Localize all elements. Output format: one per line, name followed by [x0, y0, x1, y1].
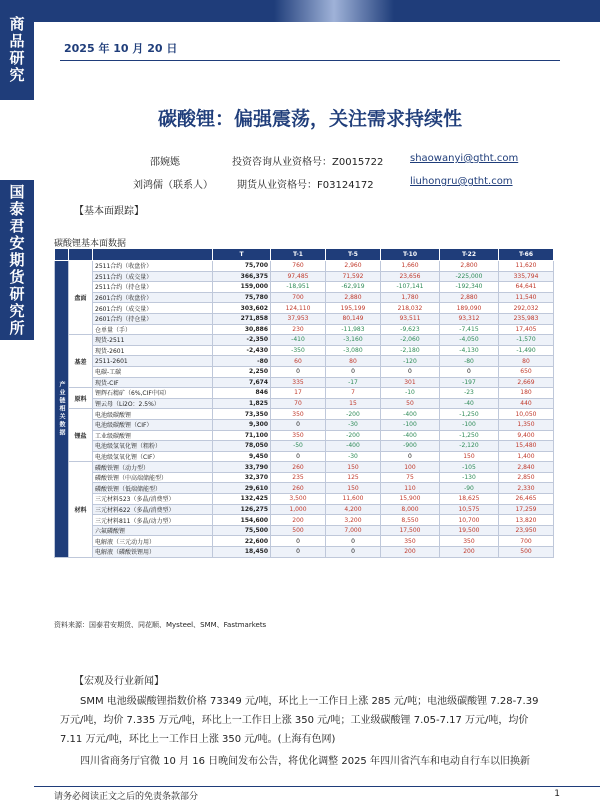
row-change-cell: 292,032	[498, 303, 553, 314]
row-change-cell: 350	[271, 430, 326, 441]
row-value-t: 75,700	[213, 261, 271, 272]
row-change-cell: 0	[380, 366, 439, 377]
table-row	[55, 271, 554, 282]
section-basic-heading: 【基本面跟踪】	[74, 206, 144, 217]
table-row	[55, 525, 554, 536]
table-row	[55, 547, 554, 558]
row-change-cell: 100	[380, 462, 439, 473]
row-change-cell: 124,110	[271, 303, 326, 314]
row-change-cell: 195,199	[325, 303, 380, 314]
row-change-cell: 70	[271, 398, 326, 409]
row-change-cell: -1,250	[439, 409, 498, 420]
row-change-cell: 10,700	[439, 515, 498, 526]
fundamentals-table	[54, 248, 554, 558]
row-change-cell: 200	[439, 547, 498, 558]
row-change-cell: -17	[325, 377, 380, 388]
row-change-cell: 15,480	[498, 441, 553, 452]
row-change-cell: 189,090	[439, 303, 498, 314]
row-value-t: 33,790	[213, 462, 271, 473]
row-value-t: -80	[213, 356, 271, 367]
col-header-t5: T-5	[325, 249, 380, 261]
row-change-cell: 11,540	[498, 292, 553, 303]
row-change-cell: -100	[380, 419, 439, 430]
table-row	[55, 282, 554, 293]
row-change-cell: -62,919	[325, 282, 380, 293]
row-change-cell: 350	[271, 409, 326, 420]
row-change-cell: 125	[325, 472, 380, 483]
row-label: 三元材料622（多晶/消费型）	[93, 504, 213, 515]
row-change-cell: 180	[498, 388, 553, 399]
row-change-cell: 260	[271, 483, 326, 494]
row-label: 2511合约（持仓量）	[93, 282, 213, 293]
row-change-cell: 150	[325, 483, 380, 494]
row-value-t: 30,886	[213, 324, 271, 335]
row-change-cell: 301	[380, 377, 439, 388]
row-label: 三元材料811（多晶/动力型）	[93, 515, 213, 526]
row-change-cell: 2,960	[325, 261, 380, 272]
table-row	[55, 419, 554, 430]
report-title: 碳酸锂：偏强震荡，关注需求持续性	[157, 108, 462, 130]
row-change-cell: -18,951	[271, 282, 326, 293]
table-row	[55, 292, 554, 303]
row-change-cell: -2,060	[380, 335, 439, 346]
left-sidebar	[0, 0, 34, 800]
row-change-cell: -400	[380, 430, 439, 441]
row-value-t: 71,100	[213, 430, 271, 441]
row-change-cell: 9,400	[498, 430, 553, 441]
row-change-cell: 64,641	[498, 282, 553, 293]
row-change-cell: 700	[498, 536, 553, 547]
row-change-cell: 1,660	[380, 261, 439, 272]
row-label: 工业级碳酸锂	[93, 430, 213, 441]
table-row	[55, 430, 554, 441]
row-change-cell: 0	[271, 366, 326, 377]
row-change-cell: 17,500	[380, 525, 439, 536]
row-change-cell: 8,550	[380, 515, 439, 526]
row-change-cell: 2,330	[498, 483, 553, 494]
row-change-cell: 0	[439, 366, 498, 377]
row-value-t: 7,674	[213, 377, 271, 388]
row-change-cell: -105	[439, 462, 498, 473]
row-change-cell: 0	[325, 547, 380, 558]
row-label: 锂辉石精矿（6%,CIF中国）	[93, 388, 213, 399]
row-value-t: -2,430	[213, 345, 271, 356]
row-change-cell: 200	[380, 547, 439, 558]
row-value-t: 9,450	[213, 451, 271, 462]
row-value-t: 132,425	[213, 494, 271, 505]
row-value-t: 22,600	[213, 536, 271, 547]
section-news-heading: 【宏观及行业新闻】	[74, 676, 164, 687]
row-change-cell: -90	[439, 483, 498, 494]
row-label: 电碳-工碳	[93, 366, 213, 377]
table-row	[55, 536, 554, 547]
row-change-cell: 110	[380, 483, 439, 494]
row-value-t: 126,275	[213, 504, 271, 515]
row-value-t: 2,250	[213, 366, 271, 377]
table-body	[55, 261, 554, 558]
table-source: 资料来源：国泰君安期货、同花顺、Mysteel、SMM、Fastmarkets	[54, 621, 267, 629]
row-change-cell: -80	[439, 356, 498, 367]
table-row	[55, 483, 554, 494]
table-row	[55, 462, 554, 473]
report-date: 2025 年 10 月 20 日	[64, 42, 178, 55]
row-change-cell: 0	[325, 366, 380, 377]
row-change-cell: 700	[271, 292, 326, 303]
group-label: 基差	[69, 335, 93, 388]
table-row	[55, 409, 554, 420]
row-change-cell: 80,149	[325, 313, 380, 324]
row-change-cell: -410	[271, 335, 326, 346]
col-header-blank-1	[55, 249, 69, 261]
table-row	[55, 494, 554, 505]
outer-group-label: 产业链相关数据	[55, 261, 69, 558]
row-change-cell: 23,950	[498, 525, 553, 536]
col-header-t10: T-10	[380, 249, 439, 261]
row-change-cell: -10	[380, 388, 439, 399]
row-change-cell: -400	[325, 441, 380, 452]
row-change-cell: 1,350	[498, 419, 553, 430]
row-change-cell: 650	[498, 366, 553, 377]
row-value-t: 159,000	[213, 282, 271, 293]
row-value-t: 9,300	[213, 419, 271, 430]
row-change-cell: 10,575	[439, 504, 498, 515]
row-change-cell: 0	[271, 451, 326, 462]
row-change-cell: 0	[271, 419, 326, 430]
row-change-cell: 335,794	[498, 271, 553, 282]
row-change-cell: 150	[439, 451, 498, 462]
row-change-cell: -197	[439, 377, 498, 388]
table-header-row	[55, 249, 554, 261]
row-change-cell: 8,000	[380, 504, 439, 515]
col-header-t: T	[213, 249, 271, 261]
row-value-t: 303,602	[213, 303, 271, 314]
row-value-t: 29,610	[213, 483, 271, 494]
row-change-cell: 235,983	[498, 313, 553, 324]
table-row	[55, 451, 554, 462]
row-change-cell: -7,415	[439, 324, 498, 335]
row-change-cell: -400	[380, 409, 439, 420]
table-row	[55, 303, 554, 314]
row-change-cell: 50	[380, 398, 439, 409]
group-label: 原料	[69, 388, 93, 409]
table-row	[55, 335, 554, 346]
row-change-cell: 4,200	[325, 504, 380, 515]
row-label: 2511合约（收盘价）	[93, 261, 213, 272]
row-label: 2601合约（持仓量）	[93, 313, 213, 324]
row-value-t: 73,350	[213, 409, 271, 420]
row-change-cell: -3,160	[325, 335, 380, 346]
row-value-t: 1,825	[213, 398, 271, 409]
page-number: 1	[554, 789, 560, 799]
row-label: 电池级氢氧化锂（CIF）	[93, 451, 213, 462]
table-row	[55, 515, 554, 526]
row-label: 2601合约（收盘价）	[93, 292, 213, 303]
row-change-cell: 335	[271, 377, 326, 388]
row-change-cell: 26,465	[498, 494, 553, 505]
row-change-cell: -200	[325, 430, 380, 441]
row-change-cell: 2,669	[498, 377, 553, 388]
row-value-t: -2,350	[213, 335, 271, 346]
table-row	[55, 388, 554, 399]
row-change-cell: 440	[498, 398, 553, 409]
row-label: 2511-2601	[93, 356, 213, 367]
row-change-cell: 71,592	[325, 271, 380, 282]
row-change-cell: -200	[325, 409, 380, 420]
col-header-t1: T-1	[271, 249, 326, 261]
table-row	[55, 472, 554, 483]
header-decoration	[274, 0, 394, 22]
row-change-cell: 218,032	[380, 303, 439, 314]
row-value-t: 154,600	[213, 515, 271, 526]
row-change-cell: 150	[325, 462, 380, 473]
row-change-cell: 7,000	[325, 525, 380, 536]
col-header-blank-2	[69, 249, 93, 261]
row-change-cell: -120	[380, 356, 439, 367]
row-change-cell: 1,780	[380, 292, 439, 303]
row-value-t: 366,375	[213, 271, 271, 282]
table-row	[55, 356, 554, 367]
row-change-cell: -9,623	[380, 324, 439, 335]
row-change-cell: -1,490	[498, 345, 553, 356]
table-row	[55, 504, 554, 515]
row-change-cell: -350	[271, 345, 326, 356]
row-change-cell: 0	[380, 451, 439, 462]
header-divider	[60, 60, 560, 61]
row-change-cell: 15,900	[380, 494, 439, 505]
row-change-cell: 500	[498, 547, 553, 558]
row-change-cell: 760	[271, 261, 326, 272]
row-change-cell: 0	[325, 536, 380, 547]
row-change-cell: 93,511	[380, 313, 439, 324]
row-change-cell: 0	[271, 547, 326, 558]
row-change-cell: 18,625	[439, 494, 498, 505]
row-change-cell: 0	[271, 536, 326, 547]
row-change-cell: 17,259	[498, 504, 553, 515]
table-title: 碳酸锂基本面数据	[54, 239, 127, 249]
row-value-t: 75,500	[213, 525, 271, 536]
news-paragraph-2: 四川省商务厅官微 10 月 16 日晚间发布公告，将优化调整 2025 年四川省汽车和电动自行车以旧换新	[80, 756, 530, 767]
author-email-1[interactable]: shaowanyi@gtht.com	[410, 153, 519, 164]
table-row	[55, 441, 554, 452]
row-change-cell: 97,485	[271, 271, 326, 282]
row-change-cell: 10,050	[498, 409, 553, 420]
row-change-cell: 15	[325, 398, 380, 409]
col-header-t22: T-22	[439, 249, 498, 261]
row-change-cell: -900	[380, 441, 439, 452]
row-value-t: 271,858	[213, 313, 271, 324]
row-label: 2511合约（成交量）	[93, 271, 213, 282]
row-change-cell: 23,656	[380, 271, 439, 282]
table-row	[55, 313, 554, 324]
group-label: 盘面	[69, 261, 93, 335]
row-label: 现货-2601	[93, 345, 213, 356]
row-change-cell: -107,141	[380, 282, 439, 293]
group-label: 锂盐	[69, 409, 93, 462]
row-change-cell: 230	[271, 324, 326, 335]
news-paragraph-1: SMM 电池级碳酸锂指数价格 73349 元/吨，环比上一工作日上涨 285 元/吨；电池级碳酸锂 7.28-7.39 万元/吨，均价 7.335 万元/吨，环比上一工作日上涨 350 元/吨；工业级碳酸锂 7.05-7.17 万元/吨，均价 7.11 万元/吨，环比上一工作日上涨 350 元/吨。(上海有色网)	[60, 696, 539, 745]
row-change-cell: -40	[439, 398, 498, 409]
row-label: 磷酸铁锂（低端储能型）	[93, 483, 213, 494]
table-row	[55, 398, 554, 409]
row-value-t: 32,370	[213, 472, 271, 483]
row-label: 磷酸铁锂（中高端储能型）	[93, 472, 213, 483]
row-change-cell: -3,080	[325, 345, 380, 356]
row-label: 2601合约（成交量）	[93, 303, 213, 314]
row-change-cell: 2,880	[325, 292, 380, 303]
row-change-cell: 93,312	[439, 313, 498, 324]
row-change-cell: 19,500	[439, 525, 498, 536]
row-change-cell: 75	[380, 472, 439, 483]
row-change-cell: 1,000	[271, 504, 326, 515]
row-change-cell: -30	[325, 451, 380, 462]
author-name-2: 刘鸿儒（联系人）	[133, 180, 213, 191]
row-label: 锂云母（Li2O：2.5%）	[93, 398, 213, 409]
row-change-cell: 37,953	[271, 313, 326, 324]
row-change-cell: 2,880	[439, 292, 498, 303]
author-cert-1: 投资咨询从业资格号：Z0015722	[232, 157, 384, 168]
row-change-cell: -225,000	[439, 271, 498, 282]
row-change-cell: -4,130	[439, 345, 498, 356]
row-label: 六氟磷酸锂	[93, 525, 213, 536]
row-change-cell: 1,400	[498, 451, 553, 462]
author-email-2[interactable]: liuhongru@gtht.com	[410, 176, 513, 187]
table-row	[55, 324, 554, 335]
row-label: 电池级氢氧化锂（粗粉）	[93, 441, 213, 452]
row-label: 现货-2511	[93, 335, 213, 346]
row-change-cell: 200	[271, 515, 326, 526]
sidebar-top-label: 商品研究	[0, 0, 34, 100]
row-value-t: 78,050	[213, 441, 271, 452]
row-change-cell: 260	[271, 462, 326, 473]
row-label: 电解液（磷酸铁锂用）	[93, 547, 213, 558]
table-row	[55, 261, 554, 272]
header-band	[34, 0, 600, 22]
table-row	[55, 366, 554, 377]
row-value-t: 846	[213, 388, 271, 399]
row-value-t: 75,780	[213, 292, 271, 303]
row-change-cell: -23	[439, 388, 498, 399]
row-change-cell: 2,800	[439, 261, 498, 272]
row-label: 电池级碳酸锂（CIF）	[93, 419, 213, 430]
row-change-cell: -11,983	[325, 324, 380, 335]
row-change-cell: 60	[271, 356, 326, 367]
col-header-t66: T-66	[498, 249, 553, 261]
row-change-cell: -1,250	[439, 430, 498, 441]
author-name-1: 邵婉嫕	[150, 157, 180, 168]
row-change-cell: 2,850	[498, 472, 553, 483]
row-label: 电解液（三元动力用）	[93, 536, 213, 547]
table-row	[55, 377, 554, 388]
row-change-cell: -2,120	[439, 441, 498, 452]
row-change-cell: 235	[271, 472, 326, 483]
group-label: 材料	[69, 462, 93, 557]
row-change-cell: -192,340	[439, 282, 498, 293]
row-change-cell: 350	[380, 536, 439, 547]
row-change-cell: -130	[439, 472, 498, 483]
row-change-cell: -1,570	[498, 335, 553, 346]
author-cert-2: 期货从业资格号：F03124172	[237, 180, 374, 191]
row-change-cell: 3,200	[325, 515, 380, 526]
row-change-cell: 80	[325, 356, 380, 367]
row-change-cell: -50	[271, 441, 326, 452]
row-change-cell: 17	[271, 388, 326, 399]
table-row	[55, 345, 554, 356]
row-label: 现货-CIF	[93, 377, 213, 388]
row-change-cell: 13,820	[498, 515, 553, 526]
row-label: 三元材料523（多晶/消费型）	[93, 494, 213, 505]
row-change-cell: 17,405	[498, 324, 553, 335]
row-change-cell: 500	[271, 525, 326, 536]
row-change-cell: -100	[439, 419, 498, 430]
footer-divider	[34, 786, 600, 787]
footer-disclaimer: 请务必阅读正文之后的免责条款部分	[54, 792, 199, 802]
row-change-cell: 350	[439, 536, 498, 547]
row-change-cell: 80	[498, 356, 553, 367]
row-change-cell: -30	[325, 419, 380, 430]
row-change-cell: 3,500	[271, 494, 326, 505]
row-value-t: 18,450	[213, 547, 271, 558]
row-change-cell: -4,050	[439, 335, 498, 346]
row-label: 磷酸铁锂（动力型）	[93, 462, 213, 473]
row-change-cell: 11,600	[325, 494, 380, 505]
row-change-cell: 2,840	[498, 462, 553, 473]
row-change-cell: 11,620	[498, 261, 553, 272]
row-label: 电池级碳酸锂	[93, 409, 213, 420]
row-change-cell: 7	[325, 388, 380, 399]
sidebar-institute-label: 国泰君安期货研究所	[0, 180, 34, 340]
col-header-blank-3	[93, 249, 213, 261]
row-label: 仓单量（手）	[93, 324, 213, 335]
row-change-cell: -2,180	[380, 345, 439, 356]
